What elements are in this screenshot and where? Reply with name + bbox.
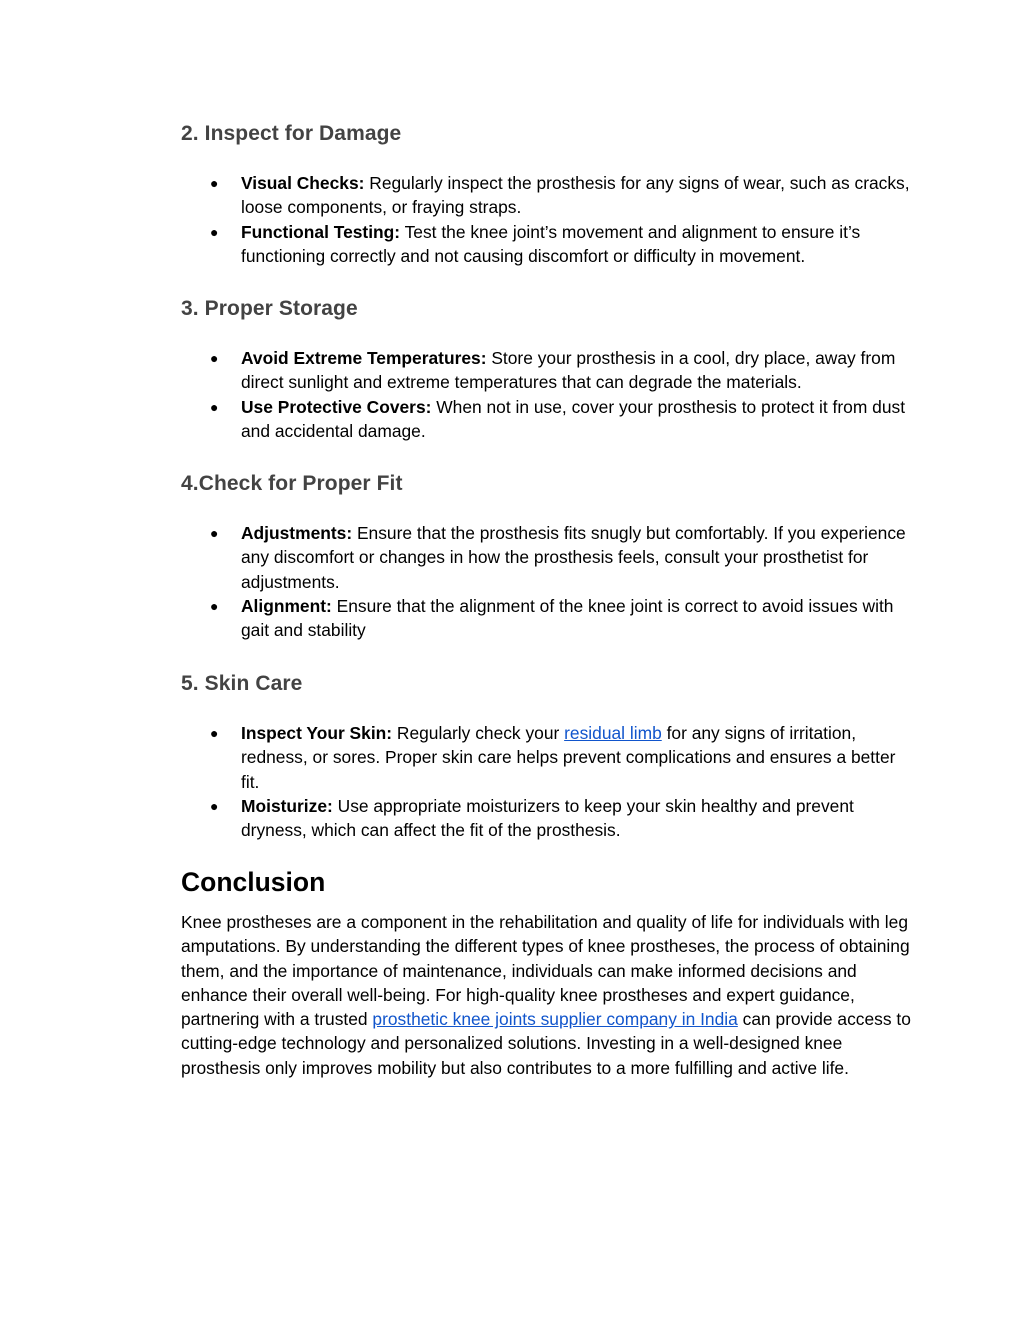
bullet-list — [181, 521, 911, 642]
conclusion-heading: Conclusion — [181, 867, 326, 897]
section-heading: 5. Skin Care — [181, 672, 303, 695]
list-item — [181, 521, 911, 594]
bullet-icon: ● — [210, 175, 219, 191]
item-text: Ensure that the alignment of the knee joint is correct to avoid issues with gait and stability — [241, 595, 894, 641]
item-term: Avoid Extreme Temperatures: — [241, 348, 487, 368]
list-item — [181, 346, 911, 395]
item-term: Moisturize: — [241, 795, 333, 816]
item-text: Regularly inspect the prosthesis for any signs of wear, such as cracks, loose components, or fraying straps. — [241, 173, 910, 218]
conclusion-paragraph — [181, 910, 911, 1080]
item-term: Functional Testing: — [241, 221, 401, 242]
item-text: Test the knee joint’s movement and alignment to ensure it’s functioning correctly and not causing discomfort or difficulty in movement. — [241, 221, 861, 266]
item-term: Inspect Your Skin: — [241, 723, 393, 743]
item-term: Visual Checks: — [241, 173, 365, 193]
section-proper-storage — [181, 296, 911, 443]
bullet-list — [181, 346, 911, 443]
list-item — [181, 594, 911, 643]
bullet-icon: ● — [210, 350, 219, 366]
bullet-icon: ● — [210, 398, 219, 415]
list-item — [181, 794, 911, 843]
item-text: Regularly check your — [392, 723, 565, 743]
section-heading: 2. Inspect for Damage — [181, 122, 402, 145]
item-term: Alignment: — [241, 595, 332, 616]
bullet-list — [181, 721, 911, 842]
item-text: Ensure that the prosthesis fits snugly but comfortably. If you experience any discomfort or changes in how the prosthesis feels, consult your prosthetist for adjustments. — [241, 523, 906, 592]
section-heading: 3. Proper Storage — [181, 297, 358, 320]
section-skin-care — [181, 671, 911, 842]
section-check-for-proper-fit — [181, 471, 911, 642]
list-item — [181, 171, 911, 220]
bullet-icon: ● — [210, 223, 219, 240]
supplier-company-link[interactable]: prosthetic knee joints supplier company in India — [372, 1009, 738, 1030]
bullet-icon: ● — [210, 525, 219, 541]
item-text: for any signs of irritation, redness, or sores. Proper skin care helps prevent complications and ensures a better fit. — [241, 723, 896, 792]
section-inspect-for-damage — [181, 121, 911, 268]
list-item — [181, 395, 911, 444]
conclusion-text: Knee prostheses are a component in the rehabilitation and quality of life for individuals with leg amputations. By understanding the different types of knee prostheses, the process of obtaining them, and the importance of maintenance, individuals can make informed decisions and enhance their overall well-being. For high-quality knee prostheses and expert guidance, partnering with a trusted — [181, 912, 910, 1030]
item-term: Adjustments: — [241, 523, 353, 543]
item-term: Use Protective Covers: — [241, 396, 432, 417]
bullet-icon: ● — [210, 597, 219, 614]
residual-limb-link[interactable]: residual limb — [564, 723, 662, 743]
section-heading: 4.Check for Proper Fit — [181, 472, 403, 495]
bullet-icon: ● — [210, 797, 219, 814]
conclusion-text: can provide access to cutting-edge technology and personalized solutions. Investing in a well-designed knee prosthesis only improves mobility but also contributes to a more fulfilling and active life. — [181, 1009, 911, 1078]
item-text: Use appropriate moisturizers to keep your skin healthy and prevent dryness, which can affect the fit of the prosthesis. — [241, 795, 854, 841]
item-text: Store your prosthesis in a cool, dry place, away from direct sunlight and extreme temperatures that can degrade the materials. — [241, 348, 896, 393]
bullet-list — [181, 171, 911, 268]
list-item — [181, 220, 911, 269]
bullet-icon: ● — [210, 725, 219, 741]
list-item — [181, 721, 911, 794]
section-conclusion — [181, 866, 911, 1080]
item-text: When not in use, cover your prosthesis to protect it from dust and accidental damage. — [241, 396, 906, 441]
